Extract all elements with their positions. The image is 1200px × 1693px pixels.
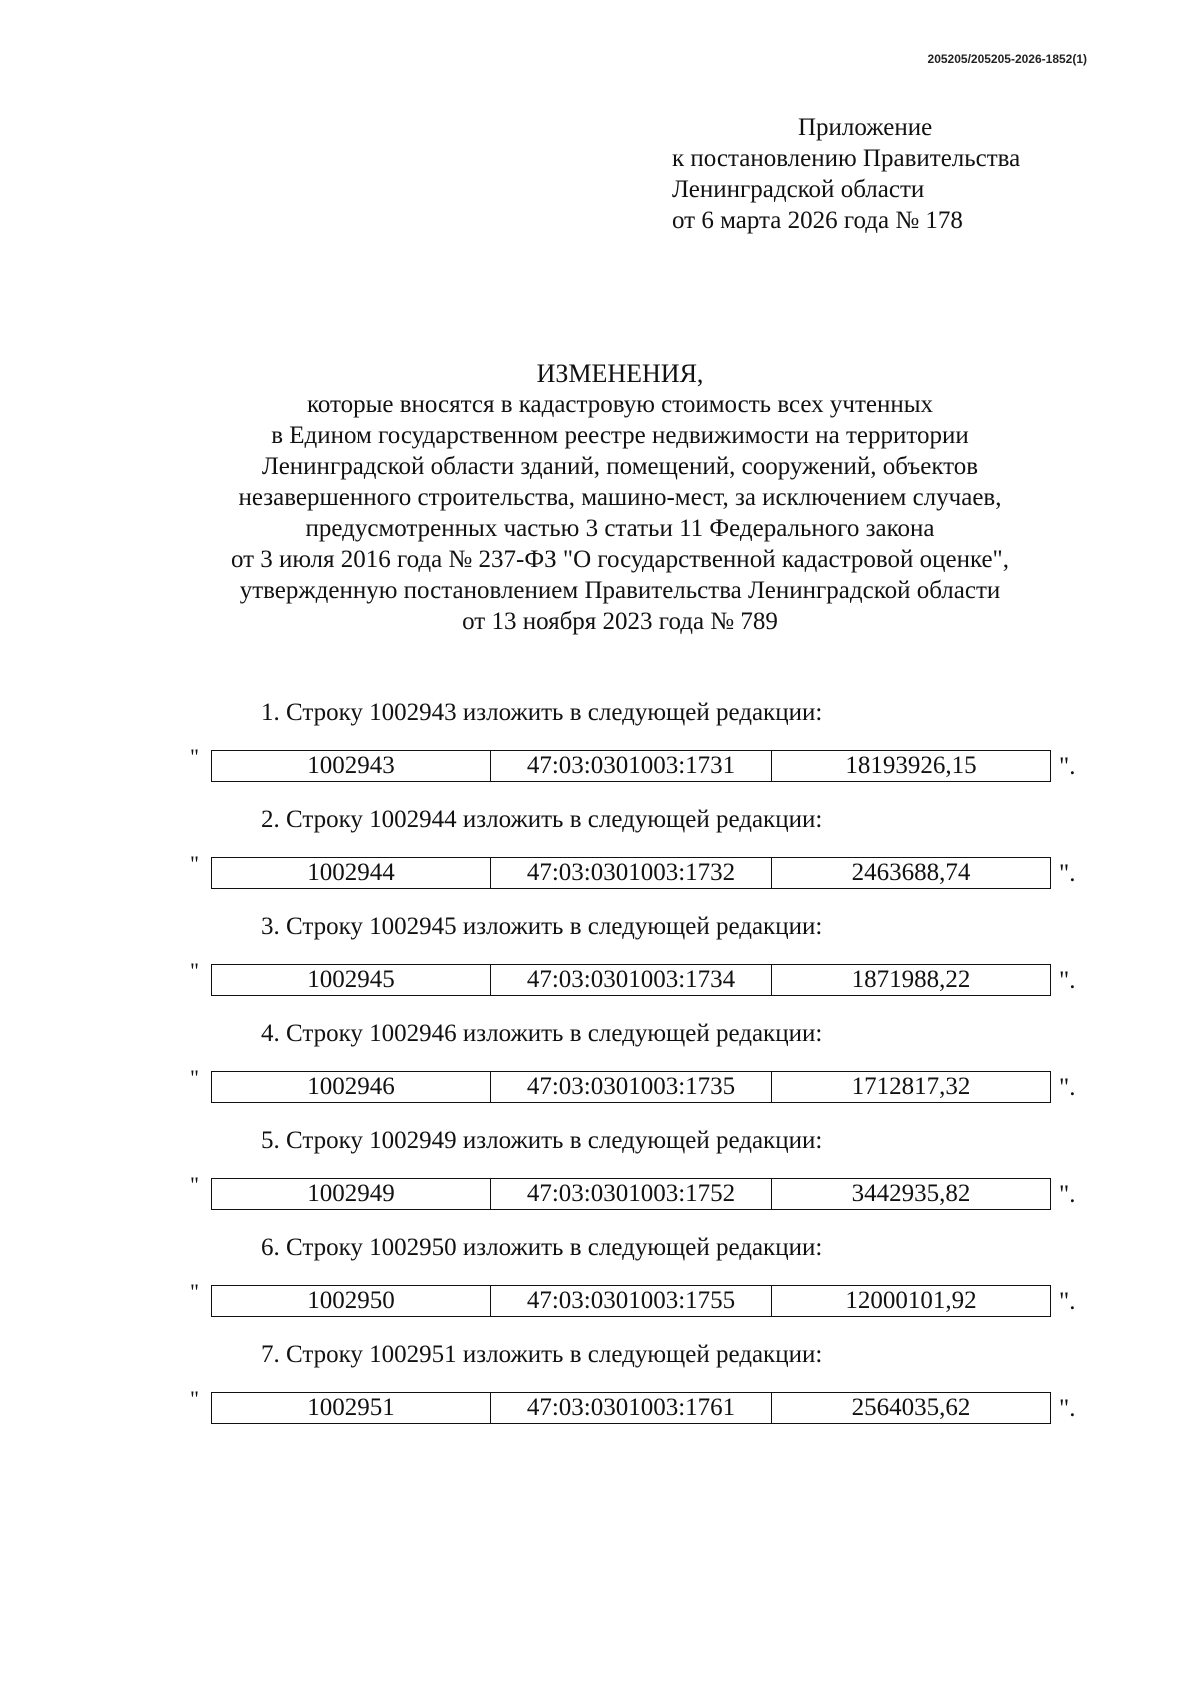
item-heading: 4. Строку 1002946 изложить в следующей редакции: bbox=[261, 1020, 823, 1047]
cadastral-number-cell: 47:03:0301003:1735 bbox=[491, 1072, 772, 1103]
title-line: Ленинградской области зданий, помещений, сооружений, объектов bbox=[261, 453, 979, 480]
amended-row-table bbox=[211, 964, 1051, 996]
cadastral-number-cell: 47:03:0301003:1731 bbox=[491, 751, 772, 782]
row-number-cell: 1002950 bbox=[212, 1286, 491, 1317]
title-line: утвержденную постановлением Правительства Ленинградской области bbox=[239, 577, 1001, 604]
cadastral-number-cell: 47:03:0301003:1752 bbox=[491, 1179, 772, 1210]
item-heading: 6. Строку 1002950 изложить в следующей редакции: bbox=[261, 1234, 823, 1261]
appendix-line: Приложение bbox=[798, 114, 933, 141]
amended-row-table bbox=[211, 1285, 1051, 1317]
amended-row-table bbox=[211, 1178, 1051, 1210]
cadastral-number-cell: 47:03:0301003:1734 bbox=[491, 965, 772, 996]
appendix-block bbox=[672, 112, 1020, 236]
opening-quote: " bbox=[190, 1065, 199, 1090]
amended-row-table bbox=[211, 750, 1051, 782]
row-number-cell: 1002946 bbox=[212, 1072, 491, 1103]
table-row bbox=[212, 1179, 1051, 1210]
title-line: которые вносятся в кадастровую стоимость всех учтенных bbox=[306, 391, 934, 418]
title-line: в Едином государственном реестре недвижимости на территории bbox=[271, 422, 969, 449]
cadastral-value-cell: 3442935,82 bbox=[772, 1179, 1051, 1210]
document-id: 205205/205205-2026-1852(1) bbox=[927, 52, 1087, 66]
appendix-line: от 6 марта 2026 года № 178 bbox=[672, 207, 963, 234]
closing-quote: ". bbox=[1059, 967, 1076, 994]
appendix-line: Ленинградской области bbox=[672, 176, 925, 203]
item-heading: 2. Строку 1002944 изложить в следующей редакции: bbox=[261, 806, 823, 833]
row-number-cell: 1002944 bbox=[212, 858, 491, 889]
closing-quote: ". bbox=[1059, 1181, 1076, 1208]
cadastral-value-cell: 12000101,92 bbox=[772, 1286, 1051, 1317]
opening-quote: " bbox=[190, 851, 199, 876]
table-row bbox=[212, 751, 1051, 782]
cadastral-value-cell: 18193926,15 bbox=[772, 751, 1051, 782]
item-heading: 1. Строку 1002943 изложить в следующей редакции: bbox=[261, 699, 823, 726]
table-row bbox=[212, 1072, 1051, 1103]
title-line: от 3 июля 2016 года № 237-ФЗ "О государственной кадастровой оценке", bbox=[230, 546, 1010, 573]
table-row bbox=[212, 1286, 1051, 1317]
row-number-cell: 1002951 bbox=[212, 1393, 491, 1424]
opening-quote: " bbox=[190, 1386, 199, 1411]
amended-row-table bbox=[211, 1392, 1051, 1424]
closing-quote: ". bbox=[1059, 753, 1076, 780]
title-line: незавершенного строительства, машино-мест, за исключением случаев, bbox=[238, 484, 1002, 511]
opening-quote: " bbox=[190, 744, 199, 769]
appendix-line: к постановлению Правительства bbox=[672, 145, 1021, 172]
title-heading: ИЗМЕНЕНИЯ, bbox=[536, 359, 704, 388]
row-number-cell: 1002945 bbox=[212, 965, 491, 996]
cadastral-number-cell: 47:03:0301003:1761 bbox=[491, 1393, 772, 1424]
closing-quote: ". bbox=[1059, 1074, 1076, 1101]
cadastral-value-cell: 2564035,62 bbox=[772, 1393, 1051, 1424]
title-line: предусмотренных частью 3 статьи 11 Федерального закона bbox=[305, 515, 935, 542]
cadastral-value-cell: 1871988,22 bbox=[772, 965, 1051, 996]
row-number-cell: 1002949 bbox=[212, 1179, 491, 1210]
amended-row-table bbox=[211, 1071, 1051, 1103]
closing-quote: ". bbox=[1059, 1395, 1076, 1422]
title-line: от 13 ноября 2023 года № 789 bbox=[462, 608, 778, 635]
table-row bbox=[212, 858, 1051, 889]
opening-quote: " bbox=[190, 1279, 199, 1304]
document-title bbox=[0, 358, 1200, 637]
cadastral-number-cell: 47:03:0301003:1732 bbox=[491, 858, 772, 889]
cadastral-value-cell: 2463688,74 bbox=[772, 858, 1051, 889]
item-heading: 5. Строку 1002949 изложить в следующей редакции: bbox=[261, 1127, 823, 1154]
table-row bbox=[212, 1393, 1051, 1424]
amended-row-table bbox=[211, 857, 1051, 889]
cadastral-number-cell: 47:03:0301003:1755 bbox=[491, 1286, 772, 1317]
item-heading: 3. Строку 1002945 изложить в следующей редакции: bbox=[261, 913, 823, 940]
cadastral-value-cell: 1712817,32 bbox=[772, 1072, 1051, 1103]
table-row bbox=[212, 965, 1051, 996]
closing-quote: ". bbox=[1059, 1288, 1076, 1315]
row-number-cell: 1002943 bbox=[212, 751, 491, 782]
opening-quote: " bbox=[190, 1172, 199, 1197]
item-heading: 7. Строку 1002951 изложить в следующей редакции: bbox=[261, 1341, 823, 1368]
opening-quote: " bbox=[190, 958, 199, 983]
closing-quote: ". bbox=[1059, 860, 1076, 887]
